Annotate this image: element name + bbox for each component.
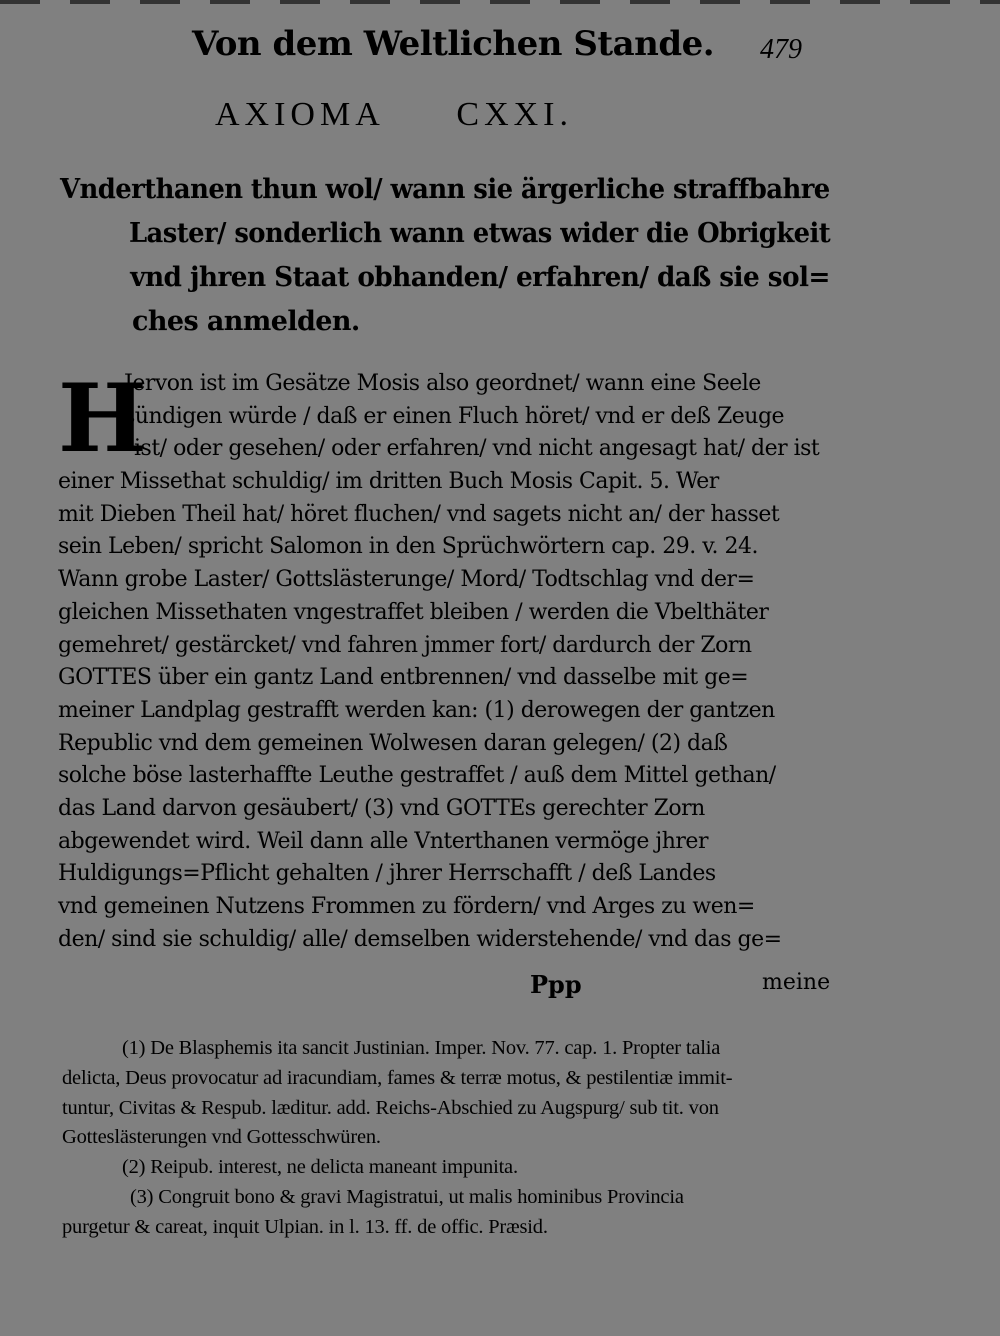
footnote-line: tuntur, Civitas & Respub. læditur. add. Reichs-Abschied zu Augspurg/ sub tit. von <box>62 1096 719 1119</box>
body-line: Jervon ist im Gesätze Mosis also geordnet/ wann eine Seele <box>124 371 761 396</box>
page-number: 479 <box>760 34 802 65</box>
thesis-line: Vnderthanen thun wol/ wann sie ärgerliche straffbahre <box>60 174 830 205</box>
body-line: gemehret/ gestärcket/ vnd fahren jmmer fort/ dardurch der Zorn <box>58 632 752 658</box>
signature-line <box>0 970 1000 1002</box>
catchword: meine <box>762 970 831 995</box>
body-line: sündigen würde / daß er einen Fluch höret/ vnd er deß Zeuge <box>124 403 785 429</box>
footnotes <box>62 1034 962 1243</box>
running-head: Von dem Weltlichen Stande. <box>192 24 715 64</box>
axiom-title: AXIOMA CXXI. <box>215 96 573 133</box>
body-line: gleichen Missethaten vngestraffet bleiben / werden die Vbelthäter <box>58 599 769 625</box>
body-line: mit Dieben Theil hat/ höret fluchen/ vnd sagets nicht an/ der hasset <box>58 501 780 527</box>
footnote-line: Gotteslästerungen vnd Gottesschwüren. <box>62 1126 381 1149</box>
body-line: meiner Landplag gestrafft werden kan: (1) derowegen der gantzen <box>58 697 775 723</box>
body-line: Wann grobe Laster/ Gottslästerunge/ Mord/ Todtschlag vnd der= <box>58 567 755 593</box>
body-line: ist/ oder gesehen/ oder erfahren/ vnd nicht angesagt hat/ der ist <box>134 436 820 462</box>
footnote-line: delicta, Deus provocatur ad iracundiam, fames & terræ motus, & pestilentiæ immit- <box>62 1066 733 1089</box>
axiom-thesis <box>60 168 830 344</box>
body-line: Huldigungs=Pflicht gehalten / jhrer Herrschafft / deß Landes <box>58 861 716 887</box>
body-text <box>58 364 830 956</box>
body-line: solche böse lasterhaffte Leuthe gestraffet / auß dem Mittel gethan/ <box>58 763 776 789</box>
body-line: vnd gemeinen Nutzens Frommen zu fördern/ vnd Arges zu wen= <box>58 894 755 919</box>
signature-mark: Ppp <box>530 970 582 999</box>
thesis-line: ches anmelden. <box>132 306 360 337</box>
scan-edge <box>0 0 1000 4</box>
footnote-line: (2) Reipub. interest, ne delicta maneant impunita. <box>122 1156 518 1179</box>
footnote-line: (1) De Blasphemis ita sancit Justinian. Imper. Nov. 77. cap. 1. Propter talia <box>122 1037 721 1059</box>
thesis-line: Laster/ sonderlich wann etwas wider die Obrigkeit <box>128 218 831 249</box>
body-line: einer Missethat schuldig/ im dritten Buch Mosis Capit. 5. Wer <box>58 469 719 495</box>
body-line: Republic vnd dem gemeinen Wolwesen daran gelegen/ (2) daß <box>58 730 728 756</box>
drop-cap: H <box>58 364 147 474</box>
footnote-line: purgetur & careat, inquit Ulpian. in l. 13. ff. de offic. Præsid. <box>62 1215 548 1238</box>
thesis-line: vnd jhren Staat obhanden/ erfahren/ daß sie sol= <box>130 262 830 293</box>
body-line: sein Leben/ spricht Salomon in den Sprüchwörtern cap. 29. v. 24. <box>58 534 759 560</box>
footnote-line: (3) Congruit bono & gravi Magistratui, ut malis hominibus Provincia <box>130 1185 684 1208</box>
body-line: abgewendet wird. Weil dann alle Vnterthanen vermöge jhrer <box>58 828 708 854</box>
body-line: das Land darvon gesäubert/ (3) vnd GOTTEs gerechter Zorn <box>58 795 705 821</box>
body-line: GOTTES über ein gantz Land entbrennen/ vnd dasselbe mit ge= <box>58 665 749 691</box>
body-line: den/ sind sie schuldig/ alle/ demselben widerstehende/ vnd das ge= <box>58 926 782 952</box>
